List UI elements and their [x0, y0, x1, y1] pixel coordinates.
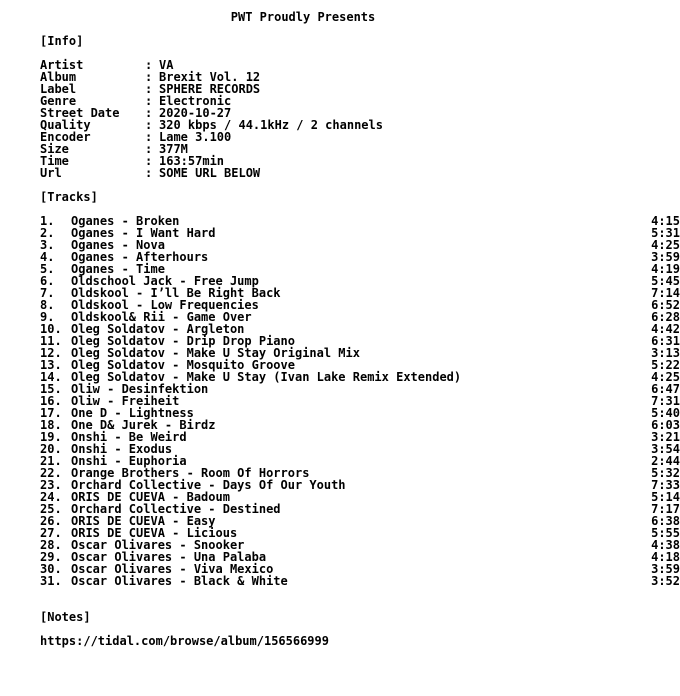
track-title: Oscar Olivares - Snooker [71, 538, 245, 552]
track-duration: 6:52 [651, 298, 680, 312]
track-number: 10. [40, 322, 62, 336]
info-separator: : [145, 94, 153, 108]
track-number: 22. [40, 466, 62, 480]
track-duration: 6:03 [651, 418, 680, 432]
track-number: 2. [40, 226, 55, 240]
track-duration: 3:13 [651, 346, 680, 360]
info-value: Brexit Vol. 12 [159, 70, 261, 84]
track-duration: 5:22 [651, 358, 680, 372]
info-value: SPHERE RECORDS [159, 82, 261, 96]
track-duration: 6:31 [651, 334, 680, 348]
track-title: Oleg Soldatov - Mosquito Groove [71, 358, 295, 372]
track-duration: 3:59 [651, 562, 680, 576]
track-duration: 5:32 [651, 466, 680, 480]
info-label: Artist [40, 58, 84, 72]
track-title: One D - Lightness [71, 406, 194, 420]
track-number: 14. [40, 370, 62, 384]
info-separator: : [145, 130, 153, 144]
track-number: 20. [40, 442, 62, 456]
track-title: Oleg Soldatov - Drip Drop Piano [71, 334, 295, 348]
track-duration: 7:14 [651, 286, 680, 300]
track-title: Oldschool Jack - Free Jump [71, 274, 259, 288]
track-number: 25. [40, 502, 62, 516]
track-title: One D& Jurek - Birdz [71, 418, 216, 432]
track-title: Oleg Soldatov - Make U Stay (Ivan Lake Remix Extended) [71, 370, 462, 384]
track-number: 26. [40, 514, 62, 528]
track-duration: 5:40 [651, 406, 680, 420]
track-number: 3. [40, 238, 55, 252]
track-title: Orchard Collective - Destined [71, 502, 281, 516]
track-number: 11. [40, 334, 62, 348]
info-separator: : [145, 118, 153, 132]
track-row [40, 574, 680, 588]
track-title: Onshi - Euphoria [71, 454, 187, 468]
track-title: Oganes - Afterhours [71, 250, 209, 264]
track-title: Oscar Olivares - Una Palaba [71, 550, 267, 564]
info-value: Electronic [159, 94, 232, 108]
notes-link[interactable]: https://tidal.com/browse/album/156566999 [40, 634, 329, 648]
track-duration: 3:59 [651, 250, 680, 264]
track-title: ORIS DE CUEVA - Badoum [71, 490, 230, 504]
tracks-heading: [Tracks] [40, 190, 98, 204]
info-value: 377M [159, 142, 188, 156]
track-title: Orchard Collective - Days Of Our Youth [71, 478, 346, 492]
track-number: 8. [40, 298, 55, 312]
track-number: 28. [40, 538, 62, 552]
track-title: Oganes - Nova [71, 238, 165, 252]
info-separator: : [145, 154, 153, 168]
track-title: Oleg Soldatov - Argleton [71, 322, 245, 336]
track-title: Oliw - Desinfektion [71, 382, 209, 396]
track-number: 27. [40, 526, 62, 540]
info-separator: : [145, 70, 153, 84]
track-duration: 3:54 [651, 442, 680, 456]
notes-heading: [Notes] [40, 610, 91, 624]
info-value: SOME URL BELOW [159, 166, 261, 180]
track-duration: 4:42 [651, 322, 680, 336]
track-title: Onshi - Be Weird [71, 430, 187, 444]
track-number: 18. [40, 418, 62, 432]
track-duration: 6:47 [651, 382, 680, 396]
track-duration: 2:44 [651, 454, 680, 468]
info-label: Label [40, 82, 77, 96]
track-title: Orange Brothers - Room Of Horrors [71, 466, 310, 480]
track-duration: 4:38 [651, 538, 680, 552]
track-number: 29. [40, 550, 62, 564]
track-title: ORIS DE CUEVA - Easy [71, 514, 216, 528]
track-duration: 6:28 [651, 310, 680, 324]
track-duration: 3:21 [651, 430, 680, 444]
track-number: 4. [40, 250, 55, 264]
track-number: 1. [40, 214, 55, 228]
info-separator: : [145, 82, 153, 96]
info-label: Quality [40, 118, 91, 132]
track-number: 16. [40, 394, 62, 408]
track-duration: 5:45 [651, 274, 680, 288]
track-title: Oganes - Time [71, 262, 165, 276]
track-number: 15. [40, 382, 62, 396]
track-number: 5. [40, 262, 55, 276]
info-separator: : [145, 166, 153, 180]
info-value: Lame 3.100 [159, 130, 232, 144]
track-duration: 4:25 [651, 238, 680, 252]
info-separator: : [145, 106, 153, 120]
info-separator: : [145, 142, 153, 156]
track-title: Oldskool - I’ll Be Right Back [71, 286, 281, 300]
track-title: ORIS DE CUEVA - Licious [71, 526, 238, 540]
info-label: Url [40, 166, 62, 180]
track-number: 9. [40, 310, 55, 324]
track-number: 21. [40, 454, 62, 468]
track-number: 24. [40, 490, 62, 504]
track-title: Oganes - I Want Hard [71, 226, 216, 240]
track-title: Oldskool& Rii - Game Over [71, 310, 252, 324]
track-duration: 4:25 [651, 370, 680, 384]
track-duration: 7:17 [651, 502, 680, 516]
info-heading: [Info] [40, 34, 84, 48]
track-duration: 4:15 [651, 214, 680, 228]
track-number: 12. [40, 346, 62, 360]
page-title: PWT Proudly Presents [230, 10, 376, 24]
info-label: Size [40, 142, 69, 156]
track-title: Oliw - Freiheit [71, 394, 180, 408]
track-duration: 3:52 [651, 574, 680, 588]
track-duration: 5:31 [651, 226, 680, 240]
track-duration: 7:31 [651, 394, 680, 408]
track-title: Oldskool - Low Frequencies [71, 298, 259, 312]
track-duration: 4:19 [651, 262, 680, 276]
info-separator: : [145, 58, 153, 72]
track-number: 6. [40, 274, 55, 288]
track-number: 23. [40, 478, 62, 492]
track-duration: 4:18 [651, 550, 680, 564]
track-duration: 5:55 [651, 526, 680, 540]
info-label: Encoder [40, 130, 91, 144]
track-number: 19. [40, 430, 62, 444]
track-title: Onshi - Exodus [71, 442, 173, 456]
info-value: 320 kbps / 44.1kHz / 2 channels [159, 118, 383, 132]
track-duration: 5:14 [651, 490, 680, 504]
info-label: Street Date [40, 106, 120, 120]
track-duration: 6:38 [651, 514, 680, 528]
track-number: 31. [40, 574, 62, 588]
track-number: 13. [40, 358, 62, 372]
info-value: 2020-10-27 [159, 106, 232, 120]
track-number: 30. [40, 562, 62, 576]
track-number: 7. [40, 286, 55, 300]
info-label: Genre [40, 94, 77, 108]
track-title: Oganes - Broken [71, 214, 180, 228]
info-label: Time [40, 154, 69, 168]
info-value: VA [159, 58, 174, 72]
track-duration: 7:33 [651, 478, 680, 492]
info-row [40, 167, 260, 179]
info-label: Album [40, 70, 77, 84]
track-title: Oscar Olivares - Black & White [71, 574, 288, 588]
track-title: Oscar Olivares - Viva Mexico [71, 562, 274, 576]
track-number: 17. [40, 406, 62, 420]
info-value: 163:57min [159, 154, 225, 168]
track-title: Oleg Soldatov - Make U Stay Original Mix [71, 346, 360, 360]
